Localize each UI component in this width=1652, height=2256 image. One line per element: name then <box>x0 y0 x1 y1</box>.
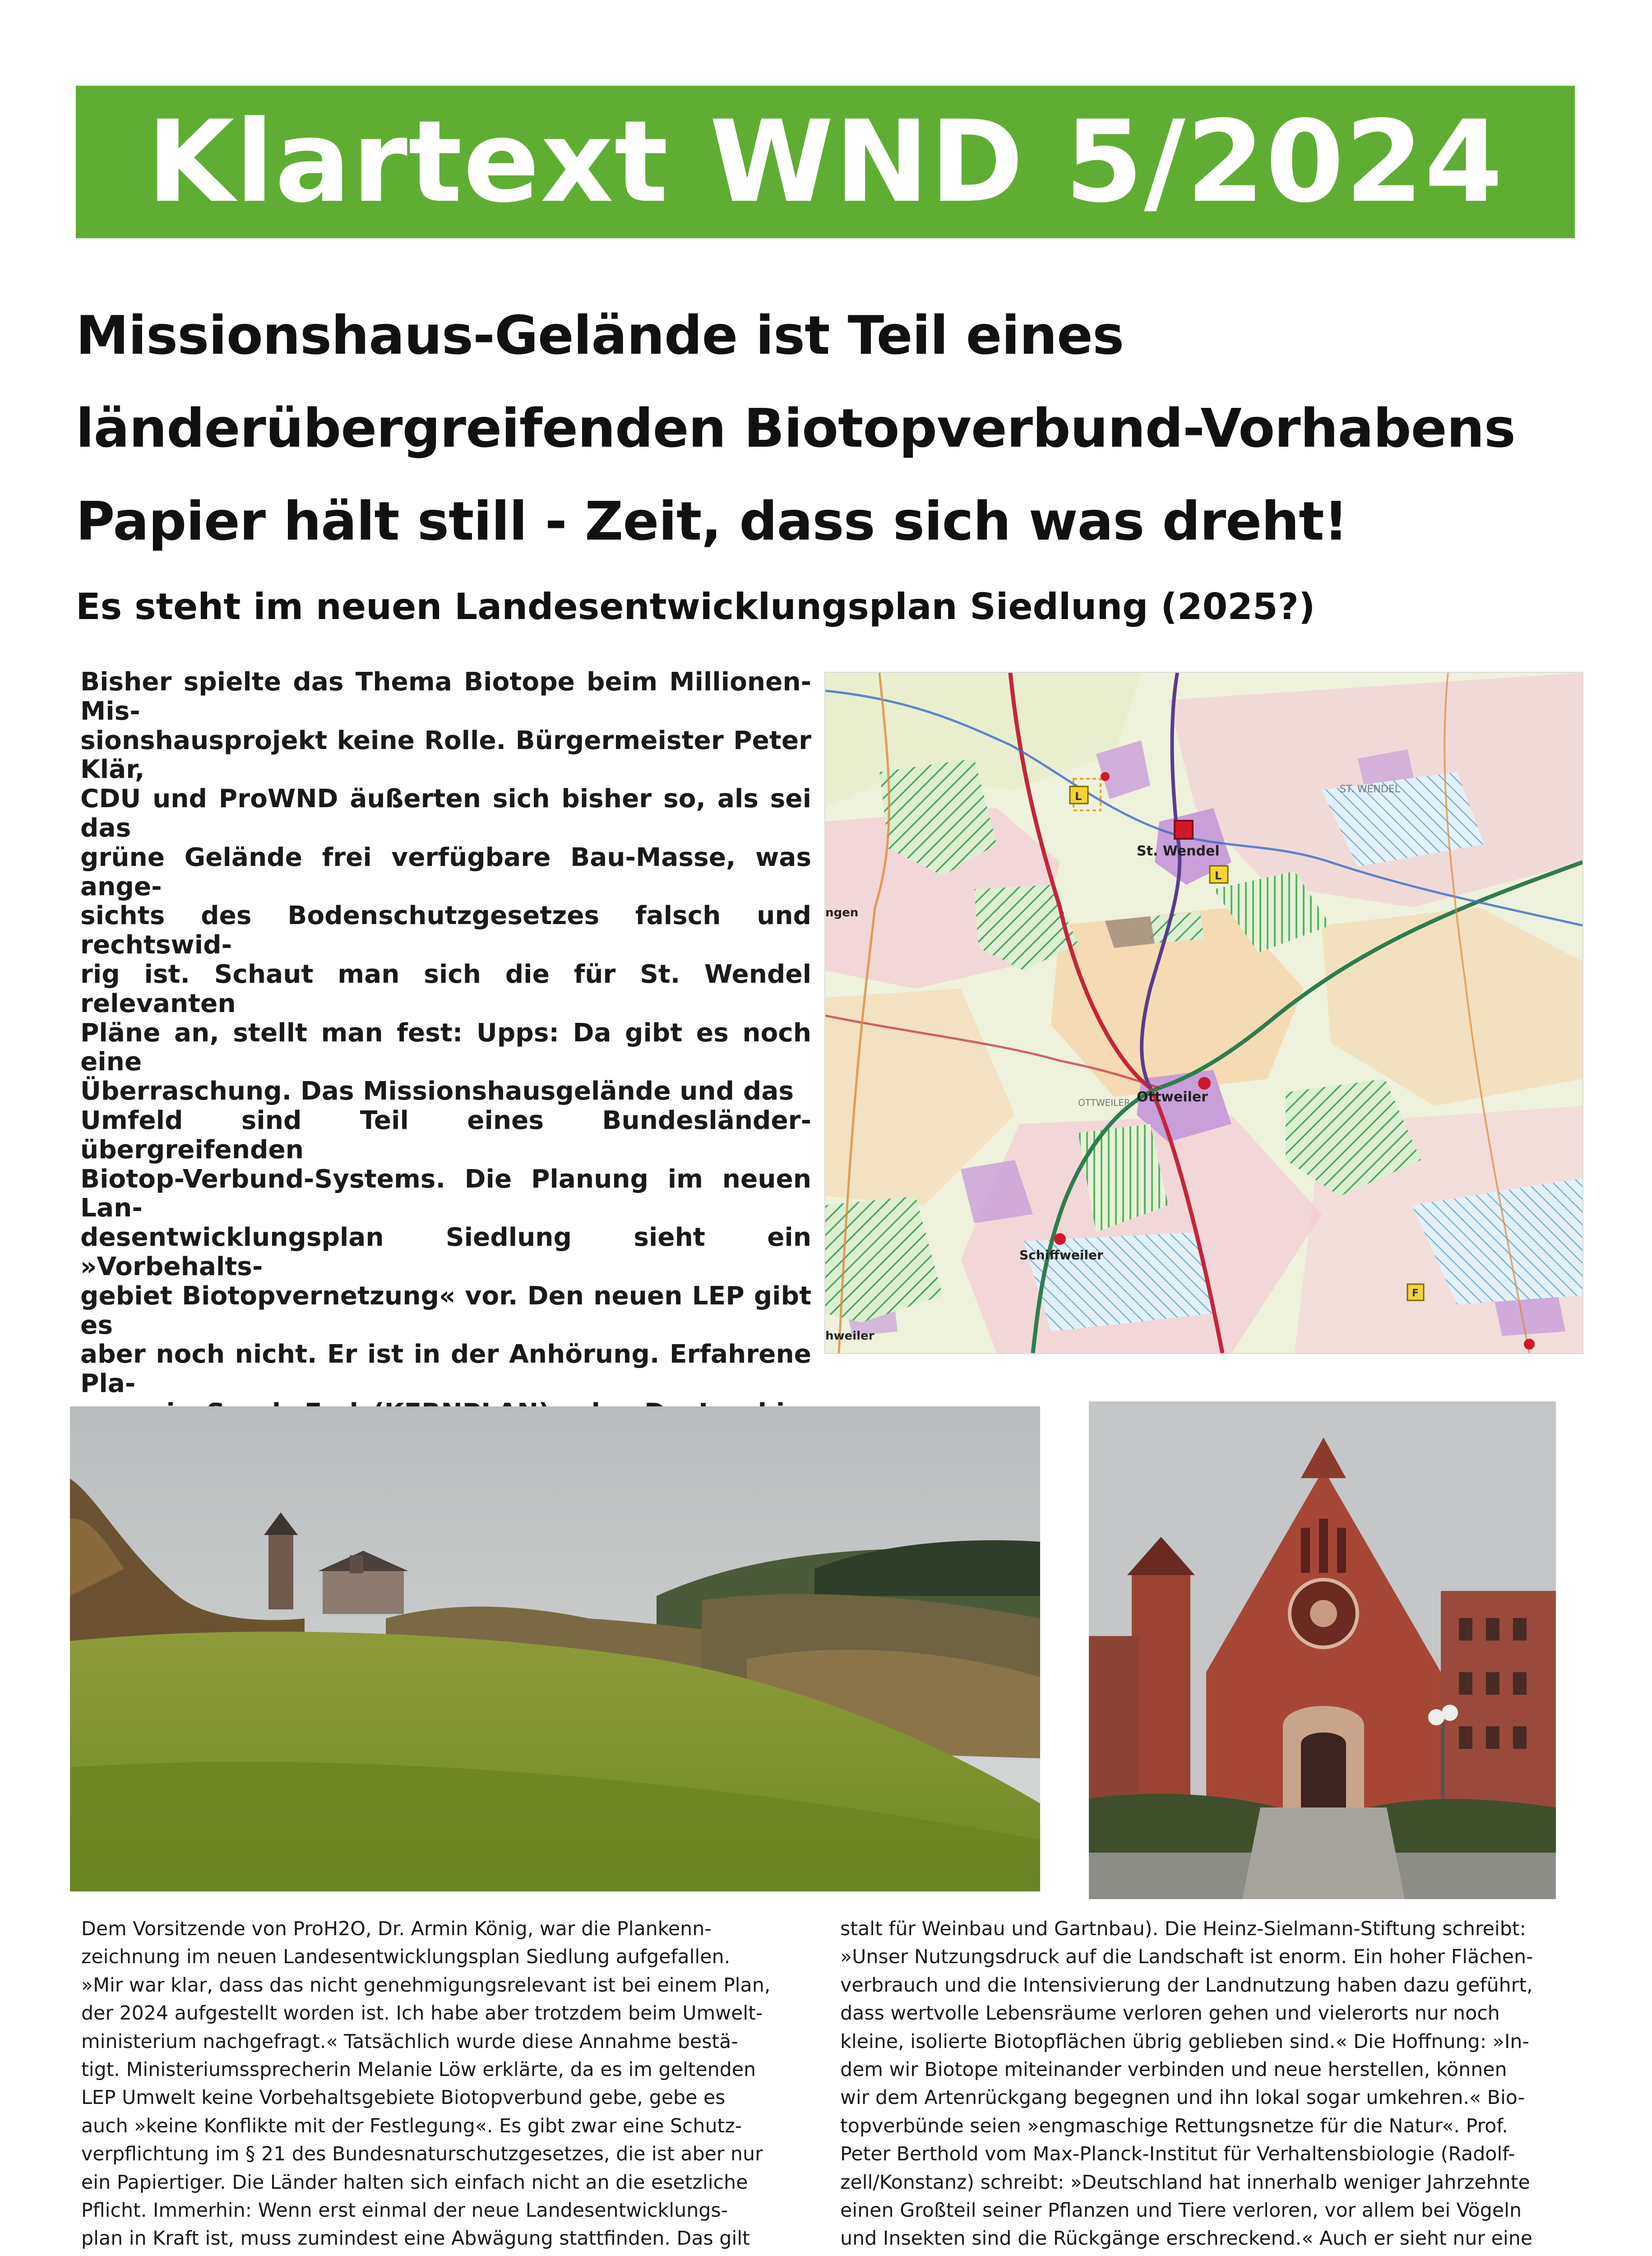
biotope-network-map <box>824 672 1583 1354</box>
headline-line-1: Missionshaus-Gelände ist Teil eines <box>76 304 1124 366</box>
headline-line-3: Papier hält still - Zeit, dass sich was dreht! <box>76 490 1348 552</box>
article-column-right: stalt für Weinbau und Gartnbau). Die Heinz-Sielmann-Stiftung schreibt: »Unser Nutzungsdruck auf die Landschaft ist enorm. Ein hoher Flächen- verbrauch und die Intensivierung der Landnutzung haben dazu geführt, dass wertvolle Lebensräume verloren gehen und vielerorts nur noch kleine, isolierte Biotopflächen übrig geblieben sind.« Die Hoffnung: »In- dem wir Biotope miteinander verbinden und neue herstellen, können wir dem Artenrückgang begegnen und ihn lokal sogar umkehren.« Bio- topverbünde seien »engmaschige Rettungsnetze für die Natur«. Prof. Peter Berthold vom Max-Planck-Institut für Verhaltensbiologie (Radolf- zell/Konstanz) schreibt: »Deutschland hat innerhalb weniger Jahrzehnte einen Großteil seiner Pflanzen und Tiere verloren, vor allem bei Vögeln und Insekten sind die Rückgänge erschreckend.« Auch er sieht nur eine <box>840 1918 1533 2250</box>
map-marker-l-2: L <box>1215 869 1222 882</box>
map-marker-l-1: L <box>1075 790 1082 803</box>
headline-line-2: länderübergreifenden Biotopverbund-Vorhabens <box>76 397 1515 459</box>
subheadline: Es steht im neuen Landesentwicklungsplan Siedlung (2025?) <box>76 586 1315 628</box>
headline <box>76 289 1583 568</box>
map-label-st-wendel: St. Wendel <box>1137 843 1220 859</box>
article-column-left: Dem Vorsitzende von ProH2O, Dr. Armin König, war die Plankenn- zeichnung im neuen Landesentwicklungsplan Siedlung aufgefallen. »Mir war klar, dass das nicht genehmigungsrelevant ist bei einem Plan, der 2024 aufgestellt worden ist. Ich habe aber trotzdem beim Umwelt- ministerium nachgefragt.« Tatsächlich wurde diese Annahme bestä- tigt. Ministeriumssprecherin Melanie Löw erklärte, da es im geltenden LEP Umwelt keine Vorbehaltsgebiete Biotopverbund gebe, gebe es auch »keine Konflikte mit der Festlegung«. Es gibt zwar eine Schutz- verpflichtung im § 21 des Bundesnaturschutzgesetzes, die ist aber nur ein Papiertiger. Die Länder halten sich einfach nicht an die esetzliche Pflicht. Immerhin: Wenn erst einmal der neue Landesentwicklungs- plan in Kraft ist, muss zumindest eine Abwägung stattfinden. Das gilt <box>81 1918 771 2250</box>
masthead-banner <box>76 86 1575 238</box>
photo-meadow-landscape <box>70 1406 1040 1891</box>
map-marker-f: F <box>1412 1288 1419 1299</box>
map-label-ottweiler: Ottweiler <box>1137 1089 1208 1105</box>
map-label-ottweiler-region: OTTWEILER <box>1078 1097 1130 1108</box>
lead-paragraph: Bisher spielte das Thema Biotope beim Millionen-Mis- sionshausprojekt keine Rolle. Bürgermeister Peter Klär, CDU und ProWND äußerten sich bisher so, als sei das grüne Gelände frei verfügbare Bau-Masse, was ange- sichts des Bodenschutzgesetzes falsch und rechtswid- rig ist. Schaut man sich die für St. Wendel relevanten Pläne an, stellt man fest: Upps: Da gibt es noch eine Überraschung. Das Missionshausgelände und das Umfeld sind Teil eines Bundesländer-übergreifenden Biotop-Verbund-Systems. Die Planung im neuen Lan- desentwicklungsplan Siedlung sieht ein »Vorbehalts- gebiet Biotopvernetzung« vor. Den neuen LEP gibt es aber noch nicht. Er ist in der Anhörung. Erfahrene Pla- <box>80 667 811 1399</box>
photo-missionshaus-church <box>1089 1401 1556 1899</box>
map-label-left-bottom: hweiler <box>825 1329 875 1343</box>
masthead-title: Klartext WND 5/2024 <box>147 96 1504 227</box>
map-label-st-wendel-region: ST. WENDEL <box>1340 784 1400 795</box>
map-label-schiffweiler: Schiffweiler <box>1019 1248 1103 1262</box>
map-label-left-top: ngen <box>825 906 859 920</box>
